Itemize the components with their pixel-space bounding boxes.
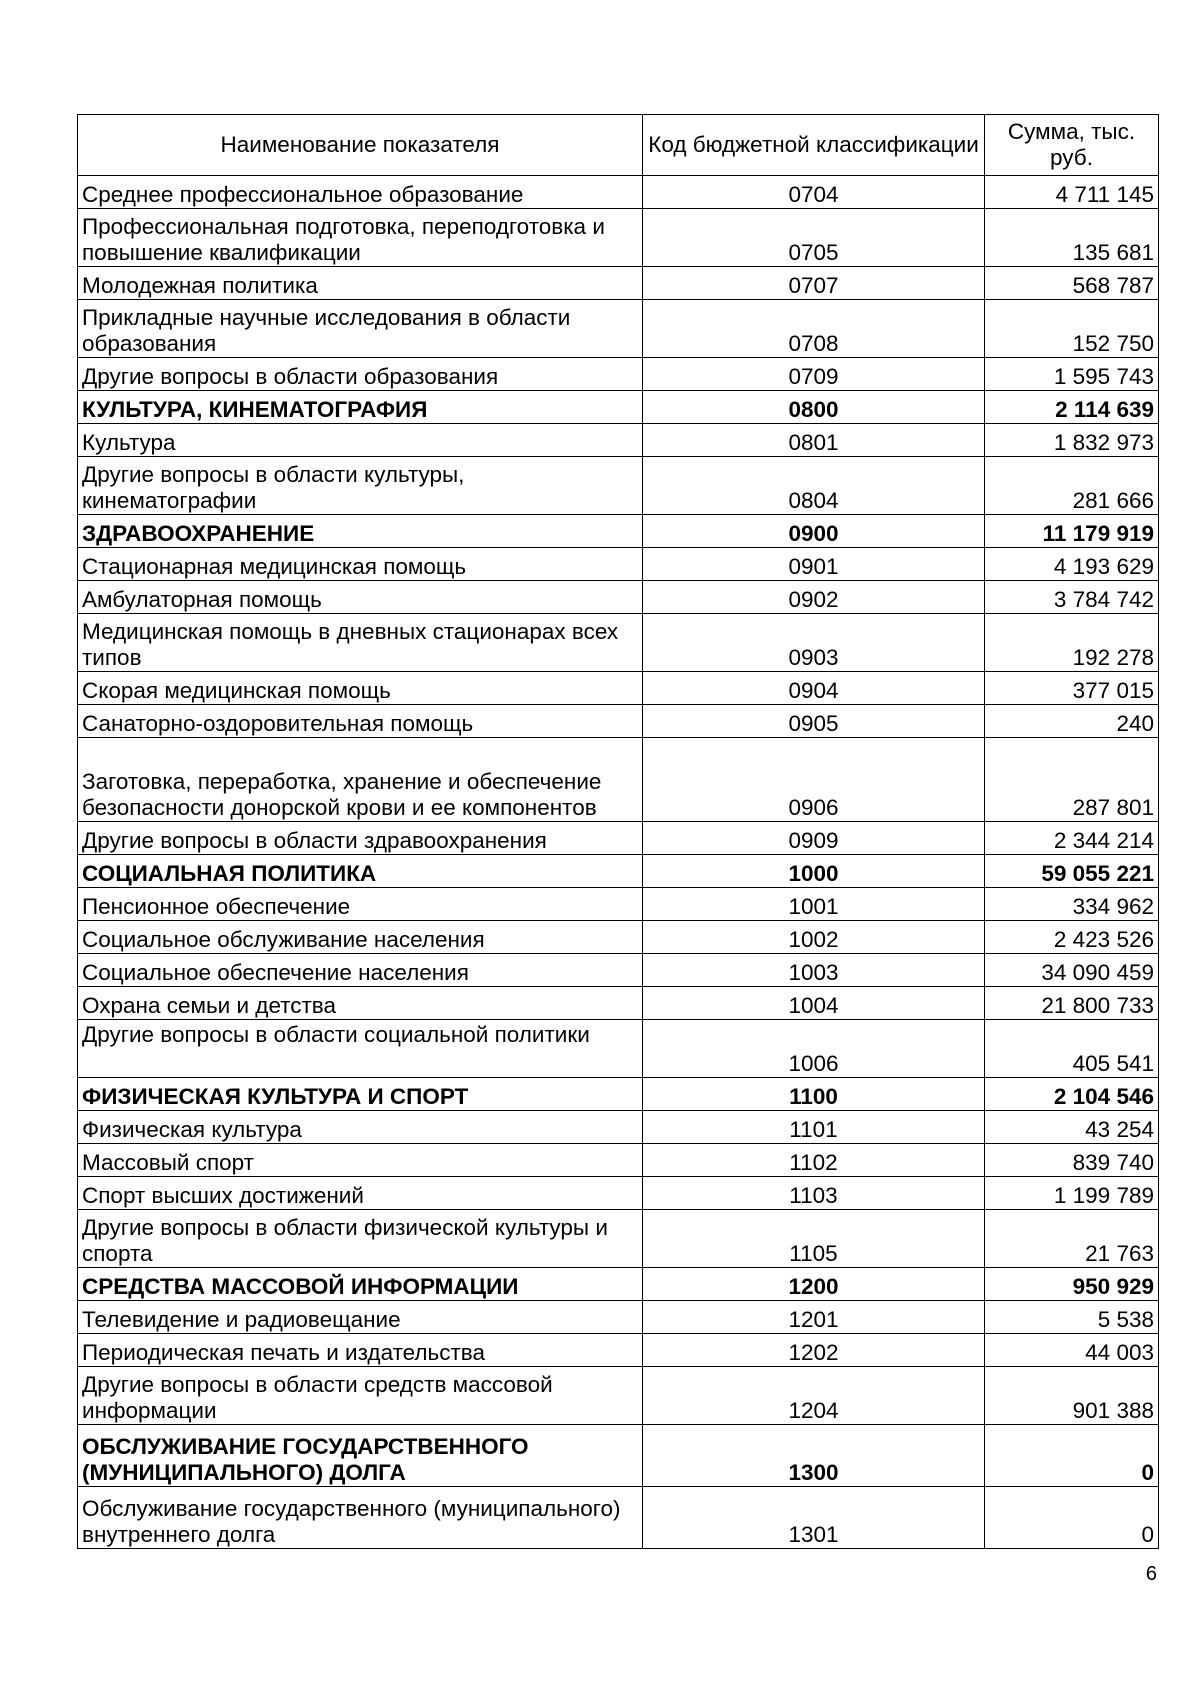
row-name: Периодическая печать и издательства (78, 1334, 643, 1367)
row-sum: 21 800 733 (985, 987, 1159, 1020)
row-code: 1101 (643, 1111, 985, 1144)
budget-table (77, 114, 1159, 1549)
table-row (78, 581, 1159, 614)
row-name: Профессиональная подготовка, переподготовка и повышение квалификации (78, 209, 643, 267)
row-name: Другие вопросы в области средств массовой информации (78, 1367, 643, 1425)
row-name: Другие вопросы в области физической культуры и спорта (78, 1210, 643, 1268)
row-name: Другие вопросы в области образования (78, 358, 643, 391)
row-code: 0902 (643, 581, 985, 614)
row-name: КУЛЬТУРА, КИНЕМАТОГРАФИЯ (78, 391, 643, 424)
table-row (78, 176, 1159, 209)
row-sum: 1 595 743 (985, 358, 1159, 391)
table-row (78, 1334, 1159, 1367)
table-row-section-total (78, 515, 1159, 548)
table-body (78, 176, 1159, 1549)
row-code: 1102 (643, 1144, 985, 1177)
row-name: Обслуживание государственного (муниципального) внутреннего долга (78, 1487, 643, 1549)
table-row (78, 267, 1159, 300)
table-row (78, 1301, 1159, 1334)
table-row-section-total (78, 855, 1159, 888)
row-code: 0705 (643, 209, 985, 267)
row-name: Другие вопросы в области здравоохранения (78, 822, 643, 855)
row-name: Физическая культура (78, 1111, 643, 1144)
table-row (78, 822, 1159, 855)
table-row (78, 1020, 1159, 1078)
row-sum: 839 740 (985, 1144, 1159, 1177)
table-row (78, 888, 1159, 921)
row-sum: 135 681 (985, 209, 1159, 267)
row-code: 0901 (643, 548, 985, 581)
row-code: 0906 (643, 738, 985, 822)
row-code: 1004 (643, 987, 985, 1020)
table-row (78, 1111, 1159, 1144)
row-name: Другие вопросы в области социальной политики (78, 1020, 643, 1078)
table-row-section-total (78, 391, 1159, 424)
row-name: Скорая медицинская помощь (78, 672, 643, 705)
table-row (78, 954, 1159, 987)
row-sum: 287 801 (985, 738, 1159, 822)
table-row-section-total (78, 1425, 1159, 1487)
row-name: СОЦИАЛЬНАЯ ПОЛИТИКА (78, 855, 643, 888)
row-code: 0900 (643, 515, 985, 548)
row-sum: 281 666 (985, 457, 1159, 515)
row-sum: 568 787 (985, 267, 1159, 300)
row-name: Культура (78, 424, 643, 457)
row-code: 1000 (643, 855, 985, 888)
row-name: Спорт высших достижений (78, 1177, 643, 1210)
table-row (78, 300, 1159, 358)
row-sum: 152 750 (985, 300, 1159, 358)
table-row (78, 1177, 1159, 1210)
table-row-section-total (78, 1268, 1159, 1301)
row-sum: 901 388 (985, 1367, 1159, 1425)
row-code: 1300 (643, 1425, 985, 1487)
table-row (78, 672, 1159, 705)
row-sum: 377 015 (985, 672, 1159, 705)
row-sum: 4 193 629 (985, 548, 1159, 581)
row-name: Прикладные научные исследования в области образования (78, 300, 643, 358)
row-code: 1202 (643, 1334, 985, 1367)
table-row (78, 457, 1159, 515)
row-code: 0801 (643, 424, 985, 457)
row-code: 0709 (643, 358, 985, 391)
row-sum: 44 003 (985, 1334, 1159, 1367)
table-header-row (78, 115, 1159, 176)
row-name: ЗДРАВООХРАНЕНИЕ (78, 515, 643, 548)
row-name: Социальное обеспечение населения (78, 954, 643, 987)
row-code: 1100 (643, 1078, 985, 1111)
row-code: 1204 (643, 1367, 985, 1425)
row-name: Санаторно-оздоровительная помощь (78, 705, 643, 738)
header-code: Код бюджетной классификации (643, 115, 985, 176)
row-name: СРЕДСТВА МАССОВОЙ ИНФОРМАЦИИ (78, 1268, 643, 1301)
row-sum: 0 (985, 1425, 1159, 1487)
table-row (78, 358, 1159, 391)
row-name: Медицинская помощь в дневных стационарах всех типов (78, 614, 643, 672)
table-row (78, 1367, 1159, 1425)
row-name: Телевидение и радиовещание (78, 1301, 643, 1334)
row-name: Социальное обслуживание населения (78, 921, 643, 954)
row-sum: 1 199 789 (985, 1177, 1159, 1210)
table-row (78, 1210, 1159, 1268)
row-sum: 1 832 973 (985, 424, 1159, 457)
table-row (78, 209, 1159, 267)
table-row (78, 548, 1159, 581)
row-sum: 43 254 (985, 1111, 1159, 1144)
table-row (78, 1144, 1159, 1177)
row-code: 0905 (643, 705, 985, 738)
table-row (78, 1487, 1159, 1549)
row-code: 1002 (643, 921, 985, 954)
row-sum: 2 344 214 (985, 822, 1159, 855)
row-code: 1200 (643, 1268, 985, 1301)
table-row (78, 614, 1159, 672)
row-sum: 0 (985, 1487, 1159, 1549)
row-sum: 192 278 (985, 614, 1159, 672)
row-code: 0708 (643, 300, 985, 358)
row-name: Другие вопросы в области культуры, кинематографии (78, 457, 643, 515)
row-sum: 59 055 221 (985, 855, 1159, 888)
row-name: Охрана семьи и детства (78, 987, 643, 1020)
row-name: ФИЗИЧЕСКАЯ КУЛЬТУРА И СПОРТ (78, 1078, 643, 1111)
row-sum: 405 541 (985, 1020, 1159, 1078)
row-name: Заготовка, переработка, хранение и обеспечение безопасности донорской крови и ее компонентов (78, 738, 643, 822)
row-code: 0909 (643, 822, 985, 855)
row-code: 0904 (643, 672, 985, 705)
row-code: 0800 (643, 391, 985, 424)
row-sum: 11 179 919 (985, 515, 1159, 548)
row-sum: 240 (985, 705, 1159, 738)
row-sum: 34 090 459 (985, 954, 1159, 987)
row-name: Пенсионное обеспечение (78, 888, 643, 921)
row-code: 1006 (643, 1020, 985, 1078)
row-name: Молодежная политика (78, 267, 643, 300)
row-sum: 21 763 (985, 1210, 1159, 1268)
table-row-section-total (78, 1078, 1159, 1111)
table-row (78, 705, 1159, 738)
row-code: 1105 (643, 1210, 985, 1268)
table-row (78, 987, 1159, 1020)
table-row (78, 738, 1159, 822)
row-sum: 4 711 145 (985, 176, 1159, 209)
page-number: 6 (1145, 1563, 1157, 1585)
row-sum: 5 538 (985, 1301, 1159, 1334)
header-name: Наименование показателя (78, 115, 643, 176)
row-code: 0707 (643, 267, 985, 300)
row-sum: 2 104 546 (985, 1078, 1159, 1111)
row-code: 0903 (643, 614, 985, 672)
row-name: Среднее профессиональное образование (78, 176, 643, 209)
table-row (78, 424, 1159, 457)
row-code: 1201 (643, 1301, 985, 1334)
row-sum: 2 114 639 (985, 391, 1159, 424)
row-sum: 2 423 526 (985, 921, 1159, 954)
header-sum: Сумма, тыс. руб. (985, 115, 1159, 176)
row-code: 0704 (643, 176, 985, 209)
table-row (78, 921, 1159, 954)
row-name: Массовый спорт (78, 1144, 643, 1177)
row-code: 1301 (643, 1487, 985, 1549)
row-code: 0804 (643, 457, 985, 515)
row-name: Амбулаторная помощь (78, 581, 643, 614)
row-sum: 3 784 742 (985, 581, 1159, 614)
row-name: ОБСЛУЖИВАНИЕ ГОСУДАРСТВЕННОГО (МУНИЦИПАЛЬНОГО) ДОЛГА (78, 1425, 643, 1487)
row-sum: 334 962 (985, 888, 1159, 921)
row-name: Стационарная медицинская помощь (78, 548, 643, 581)
row-sum: 950 929 (985, 1268, 1159, 1301)
row-code: 1003 (643, 954, 985, 987)
row-code: 1001 (643, 888, 985, 921)
row-code: 1103 (643, 1177, 985, 1210)
